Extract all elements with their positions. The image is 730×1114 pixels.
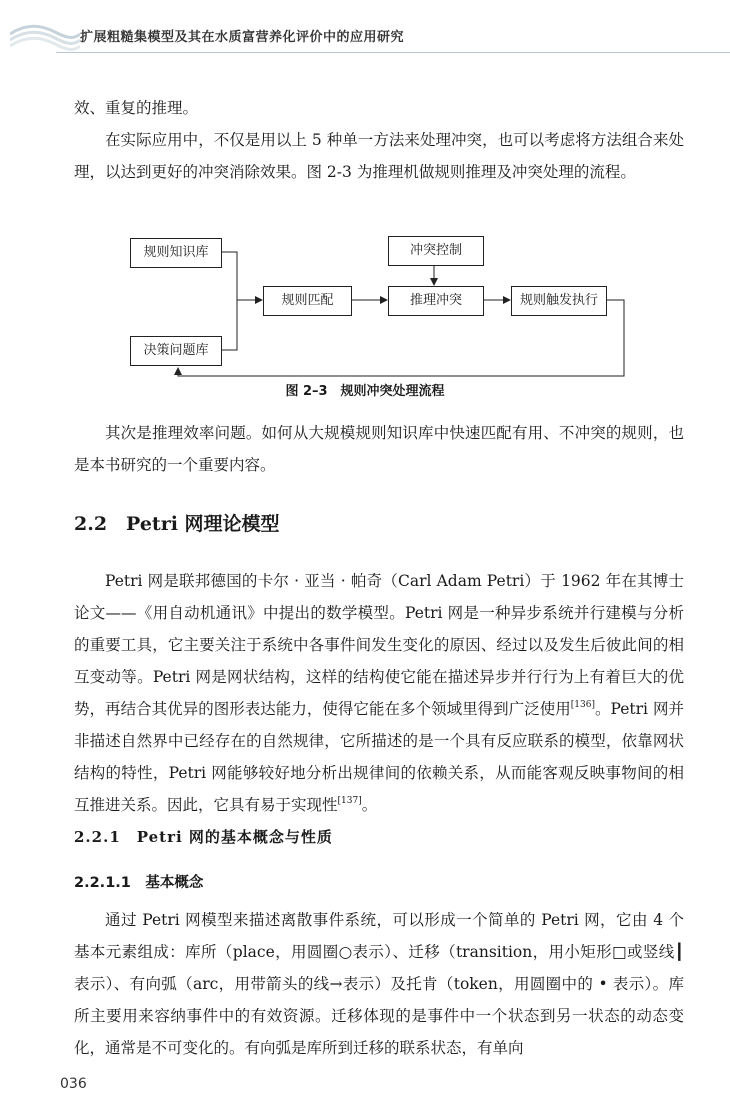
subsubsection-heading: 2.2.1.1 基本概念 (74, 875, 204, 891)
flow-connectors (0, 0, 730, 410)
paragraph-basic-concepts: 通过 Petri 网模型来描述离散事件系统，可以形成一个简单的 Petri 网，它由 4 个基本元素组成：库所（place，用圆圈○表示）、迁移（transition，用小矩形□或竖线┃表示）、有向弧（arc，用带箭头的线→表示）及托肯（token，用圆圈中的 • 表示）。库所主要用来容纳事件中的有效资源。迁移体现的是事件中一个状态到另一状态的动态变化，通常是不可变化的。有向弧是库所到迁移的联系状态，有单向 (74, 911, 684, 1057)
subsection-heading: 2.2.1 Petri 网的基本概念与性质 (74, 828, 333, 846)
node-rule-trigger: 规则触发执行 (511, 286, 607, 316)
citation-136: [136] (570, 700, 595, 710)
figure-caption: 图 2–3 规则冲突处理流程 (285, 384, 445, 399)
page-number: 036 (60, 1076, 87, 1092)
paragraph-efficiency: 其次是推理效率问题。如何从大规模规则知识库中快速匹配有用、不冲突的规则，也是本书研究的一个重要内容。 (74, 424, 684, 474)
node-decision-db: 决策问题库 (130, 336, 222, 366)
node-rule-match: 规则匹配 (263, 286, 352, 316)
petri-text-part-1: Petri 网是联邦德国的卡尔 · 亚当 · 帕奇（Carl Adam Petri）于 1962 年在其博士论文——《用自动机通讯》中提出的数学模型。Petri 网是一种异步系统并行建模与分析的重要工具，它主要关注于系统中各事件间发生变化的原因、经过以及发生后彼此间的相互变动等。Petri 网是网状结构，这样的结构使它能在描述异步并行行为上有着巨大的优势，再结合其优异的图形表达能力，使得它能在多个领域里得到广泛使用 (74, 572, 684, 718)
paragraph-petri-intro (74, 565, 684, 821)
flow-diagram (0, 0, 730, 410)
node-inference-conflict: 推理冲突 (388, 286, 484, 316)
node-rule-kb: 规则知识库 (130, 238, 222, 268)
running-title: 扩展粗糙集模型及其在水质富营养化评价中的应用研究 (80, 30, 405, 45)
citation-137: [137] (337, 796, 362, 806)
section-heading: 2.2 Petri 网理论模型 (74, 513, 280, 535)
petri-text-part-3: 。 (361, 796, 378, 814)
node-conflict-control: 冲突控制 (388, 236, 484, 266)
paragraph-continued: 效、重复的推理。 (74, 99, 199, 117)
petri-text-part-2: 。Petri 网并非描述自然界中已经存在的自然规律，它所描述的是一个具有反应联系的模型，依靠网状结构的特性，Petri 网能够较好地分析出规律间的依赖关系，从而能客观反映事物间的相互推进关系。因此，它具有易于实现性 (74, 700, 684, 814)
post-figure-text (74, 417, 684, 481)
basic-concepts-text (74, 904, 684, 1064)
petri-intro-text (74, 565, 684, 821)
paragraph-conflict-methods: 在实际应用中，不仅是用以上 5 种单一方法来处理冲突，也可以考虑将方法组合来处理，以达到更好的冲突消除效果。图 2-3 为推理机做规则推理及冲突处理的流程。 (74, 131, 684, 181)
